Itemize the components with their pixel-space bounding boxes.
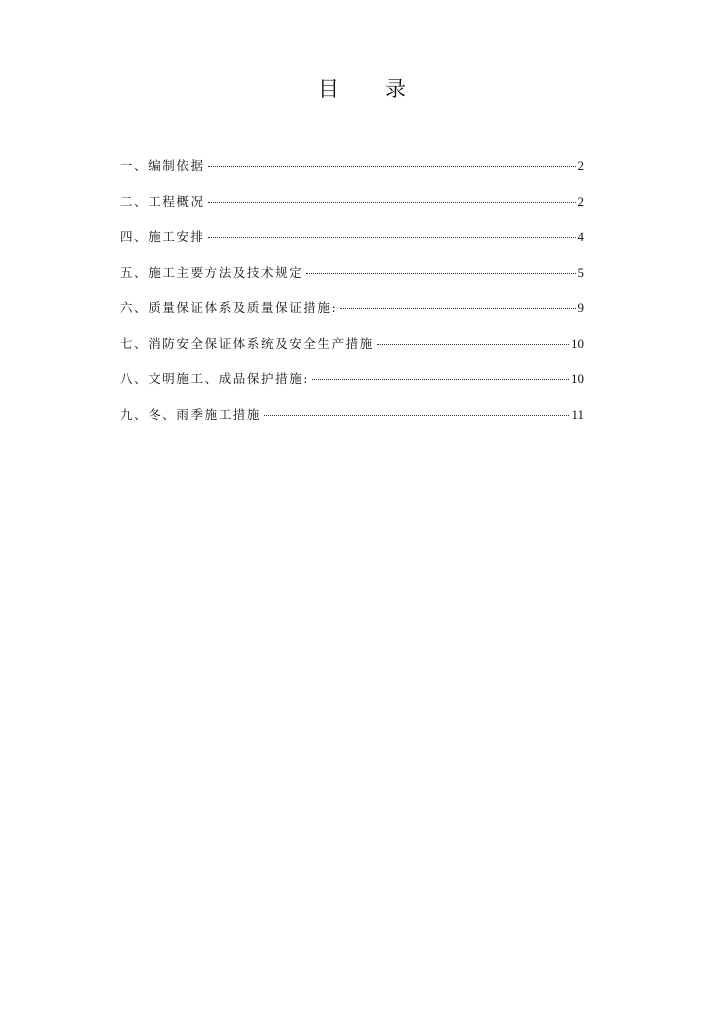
toc-entry[interactable]: [120, 405, 584, 441]
toc-entry[interactable]: [120, 192, 584, 228]
toc-entry-page: 10: [571, 371, 584, 386]
toc-entry-page: 2: [577, 158, 584, 173]
toc-entry[interactable]: [120, 334, 584, 370]
toc-entry-page: 5: [577, 264, 584, 280]
toc-entry[interactable]: [120, 227, 584, 263]
toc-entry-label: 一、编制依据: [120, 158, 205, 173]
toc-dot-leader: [264, 415, 569, 416]
toc-entry-label: 二、工程概况: [120, 193, 205, 209]
toc-dot-leader: [208, 166, 576, 167]
toc-dot-leader: [306, 273, 575, 274]
toc-entry-label: 七、消防安全保证体系统及安全生产措施: [120, 335, 374, 351]
toc-entry-label: 八、文明施工、成品保护措施:: [120, 371, 310, 386]
toc-entry-page: 10: [571, 335, 584, 351]
toc-dot-leader: [377, 344, 569, 345]
toc-entry[interactable]: [120, 263, 584, 299]
toc-entry-page: 2: [577, 193, 584, 209]
toc-title-char-1: 目: [318, 77, 339, 101]
toc-dot-leader: [340, 308, 575, 309]
toc-entry[interactable]: [120, 156, 584, 192]
toc-entry-page: 4: [577, 229, 584, 244]
toc-dot-leader: [208, 202, 576, 203]
toc-title: [0, 76, 724, 102]
toc-dot-leader: [312, 379, 569, 380]
toc-title-char-2: 录: [385, 77, 406, 101]
toc-entry[interactable]: [120, 369, 584, 405]
toc-entry-label: 五、施工主要方法及技术规定: [120, 264, 304, 280]
toc-dot-leader: [208, 237, 576, 238]
toc-list: [120, 156, 584, 440]
toc-entry-label: 九、冬、雨季施工措施: [120, 406, 262, 422]
toc-entry-page: 11: [571, 406, 584, 422]
toc-entry[interactable]: [120, 298, 584, 334]
toc-entry-label: 六、质量保证体系及质量保证措施:: [120, 300, 338, 315]
toc-entry-page: 9: [577, 300, 584, 315]
toc-entry-label: 四、施工安排: [120, 229, 205, 244]
